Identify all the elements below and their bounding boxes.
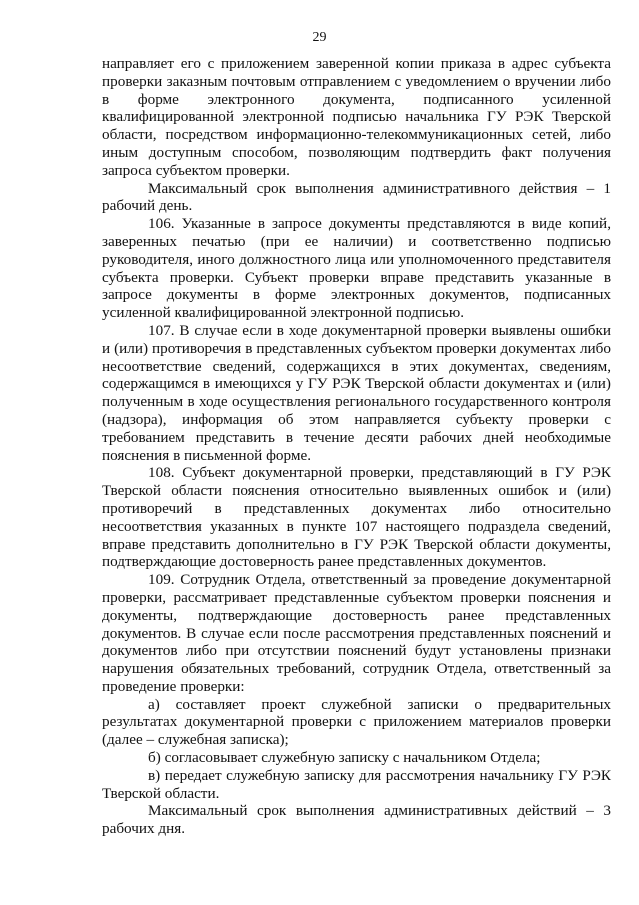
paragraph-deadline-3: Максимальный срок выполнения административных действий – 3 рабочих дня. xyxy=(102,802,611,838)
document-body xyxy=(102,55,611,838)
paragraph-106: 106. Указанные в запросе документы представляются в виде копий, заверенных печатью (при ее наличии) и соответственно подписью руководителя, иного должностного лица или уполномоченного представителя субъекта проверки. Субъект проверки вправе представить указанные в запросе документы в форме электронных документов, подписанных усиленной квалифицированной электронной подписью. xyxy=(102,215,611,322)
list-item-a: а) составляет проект служебной записки о предварительных результатах документарной проверки с приложением материалов проверки (далее – служебная записка); xyxy=(102,695,611,749)
list-item-b: б) согласовывает служебную записку с начальником Отдела; xyxy=(148,749,541,767)
list-item-v: в) передает служебную записку для рассмотрения начальнику ГУ РЭК Тверской области. xyxy=(102,766,611,802)
page-number: 29 xyxy=(312,30,327,45)
paragraph-108: 108. Субъект документарной проверки, представляющий в ГУ РЭК Тверской области пояснения относительно выявленных ошибок и (или) противоречий в представленных документах либо относительно несоответствия указанных в пункте 107 настоящего подраздела сведений, вправе представить дополнительно в ГУ РЭК Тверской области документы, подтверждающие достоверность ранее представленных документов. xyxy=(102,464,611,571)
paragraph-109: 109. Сотрудник Отдела, ответственный за проведение документарной проверки, рассматривает представленные субъектом проверки пояснения и документы, подтверждающие достоверность ранее представленных документов. В случае если после рассмотрения представленных пояснений и документов либо при отсутствии пояснений будут установлены признаки нарушения обязательных требований, сотрудник Отдела, ответственный за проведение проверки: xyxy=(102,571,611,695)
paragraph-107: 107. В случае если в ходе документарной проверки выявлены ошибки и (или) противоречия в представленных субъектом проверки документах либо несоответствие сведений, содержащихся в этих документах, сведениям, содержащимся в имеющихся у ГУ РЭК Тверской области документах и (или) полученным в ходе осуществления регионального государственного контроля (надзора), информация об этом направляется субъекту проверки с требованием представить в течение десяти рабочих дней необходимые пояснения в письменной форме. xyxy=(102,321,611,464)
paragraph-continuation: направляет его с приложением заверенной копии приказа в адрес субъекта проверки заказным почтовым отправлением с уведомлением о вручении либо в форме электронного документа, подписанного усиленной квалифицированной электронной подписью начальника ГУ РЭК Тверской области, посредством информационно-телекоммуникационных сетей, либо иным доступным способом, позволяющим подтвердить факт получения запроса субъектом проверки. xyxy=(102,55,611,179)
paragraph-deadline-1: Максимальный срок выполнения административного действия – 1 рабочий день. xyxy=(102,179,611,215)
